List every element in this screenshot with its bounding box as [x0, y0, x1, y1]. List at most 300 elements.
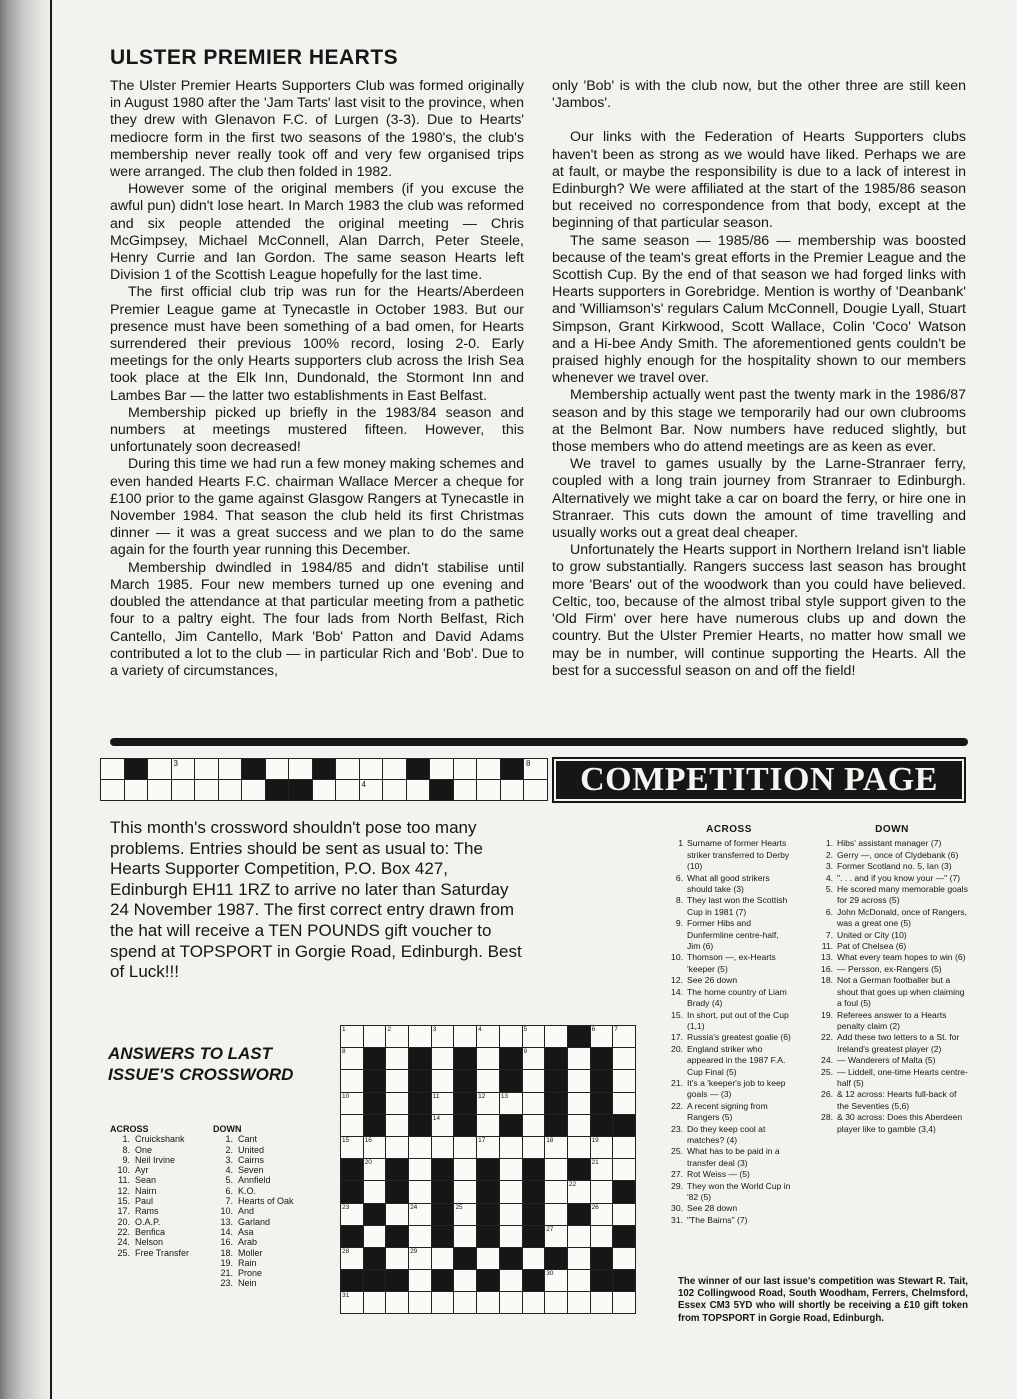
crossword-cell[interactable] — [568, 1226, 591, 1248]
crossword-cell[interactable] — [591, 1137, 614, 1159]
down-clue — [816, 964, 968, 975]
answer-down — [213, 1134, 294, 1144]
crossword-cell[interactable] — [545, 1226, 568, 1248]
cell-number: 16 — [364, 1136, 372, 1144]
answer-down — [213, 1268, 294, 1278]
down-clue-text: United or City (10) — [837, 929, 907, 940]
crossword-cell[interactable] — [613, 1204, 636, 1226]
crossword-cell[interactable] — [432, 1137, 455, 1159]
crossword-cell[interactable] — [545, 1159, 568, 1181]
cell-number: 24 — [410, 1203, 418, 1211]
cell-number: 27 — [546, 1225, 554, 1233]
crossword-block — [477, 1270, 500, 1292]
down-clue-number: 1. — [825, 838, 833, 849]
across-clue-number: 21. — [671, 1077, 683, 1088]
crossword-cell[interactable] — [341, 1204, 364, 1226]
crossword-cell[interactable] — [386, 1026, 409, 1048]
crossword-cell[interactable] — [477, 1248, 500, 1270]
answer-down — [213, 1217, 294, 1227]
cell-number: 26 — [591, 1203, 599, 1211]
strip-cell — [383, 759, 407, 780]
strip-cell — [454, 780, 478, 801]
answer-down — [213, 1155, 294, 1165]
article-paragraph: Unfortunately the Hearts support in Northern Ireland isn't liable to grow substantially. Rangers success last season has brought more 'Bears' out of the woodwork than you could have believed. Celtic, too, because of the almost tribal style support given to the 'Old Firm' over here have numerous clubs up and down the country. But the Ulster Premier Hearts, no matter how small we may be in number, will continue supporting the Hearts. All the best for a successful season on and off the field! — [552, 542, 966, 679]
down-clue — [816, 884, 968, 907]
answer-down — [213, 1237, 294, 1247]
crossword-cell[interactable] — [364, 1026, 387, 1048]
answer-across-text: Rams — [135, 1206, 159, 1217]
article-paragraph: Membership actually went past the twenty mark in the 1986/87 season and by this stage we temporarily had our own clubrooms at the Belmont Bar. Now numbers have reduced slightly, but those members who do attend meetings are as keen as ever. — [552, 387, 966, 456]
strip-cell — [336, 780, 360, 801]
crossword-cell[interactable] — [500, 1226, 523, 1248]
crossword-cell[interactable] — [591, 1204, 614, 1226]
crossword-cell[interactable] — [568, 1137, 591, 1159]
crossword-cell[interactable] — [613, 1248, 636, 1270]
crossword-cell[interactable] — [454, 1226, 477, 1248]
crossword-block — [409, 1115, 432, 1137]
answer-across — [110, 1217, 189, 1227]
crossword-cell[interactable] — [613, 1048, 636, 1070]
crossword-block — [432, 1270, 455, 1292]
crossword-cell[interactable] — [500, 1292, 523, 1314]
down-clue — [816, 1010, 968, 1033]
crossword-cell[interactable] — [500, 1270, 523, 1292]
across-clue — [666, 975, 792, 986]
down-clue-number: 2. — [825, 849, 833, 860]
crossword-block — [454, 1093, 477, 1115]
clues-across-list — [666, 824, 792, 1226]
crossword-cell[interactable] — [409, 1137, 432, 1159]
down-clue-text: Hibs' assistant manager (7) — [837, 838, 942, 849]
strip-block — [313, 759, 337, 780]
cell-number: 10 — [342, 1092, 350, 1100]
across-clue-number: 25. — [671, 1146, 683, 1157]
cell-number: 20 — [364, 1159, 372, 1167]
across-clue-number: 14. — [671, 986, 683, 997]
crossword-block — [409, 1048, 432, 1070]
strip-block — [430, 780, 454, 801]
crossword-block — [523, 1204, 546, 1226]
crossword-block — [477, 1204, 500, 1226]
down-clue-text: Not a German footballer but a shout that goes up when claiming a foul (5) — [837, 975, 965, 1009]
crossword-cell[interactable] — [568, 1093, 591, 1115]
down-clue-text: — Persson, ex-Rangers (5) — [837, 963, 942, 974]
answer-across-text: Neil Irvine — [135, 1154, 176, 1165]
down-clue-number: 19. — [821, 1009, 833, 1020]
answer-down — [213, 1258, 294, 1268]
across-clue-text: A recent signing from Rangers (5) — [687, 1100, 768, 1123]
strip-cell — [219, 759, 243, 780]
crossword-block — [591, 1248, 614, 1270]
strip-cell — [148, 780, 172, 801]
crossword-block — [500, 1048, 523, 1070]
crossword-cell[interactable] — [613, 1093, 636, 1115]
strip-cell — [383, 780, 407, 801]
crossword-cell[interactable] — [477, 1292, 500, 1314]
crossword-cell[interactable] — [454, 1026, 477, 1048]
across-clue — [666, 1215, 792, 1226]
across-clue-text: They last won the Scottish Cup in 1981 (7) — [687, 895, 788, 917]
answer-down-text: And — [238, 1206, 255, 1217]
answer-down-text: Seven — [238, 1165, 264, 1176]
crossword-cell[interactable] — [341, 1070, 364, 1092]
crossword-cell[interactable] — [409, 1292, 432, 1314]
down-clue-text: What every team hopes to win (6) — [837, 952, 966, 963]
crossword-block — [409, 1093, 432, 1115]
crossword-block — [613, 1270, 636, 1292]
answer-across-number: 20. — [117, 1216, 130, 1227]
strip-cell — [360, 780, 384, 801]
crossword-cell[interactable] — [454, 1204, 477, 1226]
crossword-cell[interactable] — [477, 1070, 500, 1092]
crossword-cell[interactable] — [613, 1159, 636, 1181]
crossword-cell[interactable] — [386, 1115, 409, 1137]
crossword-cell[interactable] — [386, 1070, 409, 1092]
down-clue — [816, 838, 968, 849]
down-clue-number: 5. — [825, 884, 833, 895]
crossword-block — [432, 1181, 455, 1203]
across-clue-number: 12. — [671, 975, 683, 986]
down-clue-number: 22. — [821, 1032, 833, 1043]
down-clue-text: Former Scotland no. 5, Ian (3) — [837, 861, 952, 872]
crossword-cell[interactable] — [432, 1026, 455, 1048]
strip-cell — [336, 759, 360, 780]
answer-down-number: 14. — [220, 1226, 233, 1237]
crossword-cell[interactable] — [500, 1137, 523, 1159]
crossword-cell[interactable] — [545, 1270, 568, 1292]
strip-cell — [430, 759, 454, 780]
down-clue-text: John McDonald, once of Rangers, was a great one (5) — [837, 906, 967, 929]
clues-down-list — [816, 824, 968, 1135]
across-clue-number: 15. — [671, 1009, 683, 1020]
crossword-cell[interactable] — [568, 1181, 591, 1203]
article-paragraph: Membership picked up briefly in the 1983/84 season and numbers at meetings mustered fifteen. However, this unfortunately soon decreased! — [110, 404, 524, 456]
cell-number: 22 — [568, 1181, 577, 1189]
cell-number: 1 — [342, 1026, 346, 1033]
crossword-cell[interactable] — [409, 1270, 432, 1292]
strip-number: 4 — [361, 780, 366, 789]
crossword-cell[interactable] — [409, 1226, 432, 1248]
down-clue-number: 11. — [821, 941, 833, 952]
binding-edge — [50, 0, 52, 1399]
answer-down — [213, 1278, 294, 1288]
answer-down — [213, 1165, 294, 1175]
strip-cell — [101, 780, 125, 801]
article-paragraph: The same season — 1985/86 — membership was boosted because of the team's great efforts in the Premier League and the Scottish Cup. By the end of that season we had forged links with Hearts supporters in Gorebridge. Mention is worthy of 'Deanbank' and 'Williamson's' regulars Calum McConnell, Dougie Lyall, Stuart Simpson, Grant Kirkwood, Scott Wallace, Colin 'Coco' Watson and a Hi-bee Andy Smith. The aforementioned gents couldn't be praised highly enough for the hospitality shown to our members whenever we travel over. — [552, 232, 966, 387]
crossword-cell[interactable] — [432, 1292, 455, 1314]
strip-cell — [266, 759, 290, 780]
crossword-cell[interactable] — [477, 1137, 500, 1159]
crossword-block — [341, 1270, 364, 1292]
down-clue-number: 16. — [821, 963, 833, 974]
answer-down-text: Asa — [238, 1226, 254, 1237]
down-clue-text: — Liddell, one-time Hearts centre-half (5) — [837, 1066, 968, 1088]
crossword-block — [341, 1226, 364, 1248]
crossword-cell[interactable] — [500, 1026, 523, 1048]
cell-number: 31 — [342, 1292, 350, 1300]
crossword-cell[interactable] — [591, 1226, 614, 1248]
answer-down-text: Garland — [238, 1216, 271, 1227]
answer-across — [110, 1175, 189, 1185]
answer-down-text: Nein — [238, 1278, 257, 1289]
crossword-cell[interactable] — [386, 1204, 409, 1226]
across-clue — [666, 1078, 792, 1101]
crossword-cell[interactable] — [341, 1248, 364, 1270]
answer-across-number: 9. — [122, 1154, 130, 1165]
crossword-cell[interactable] — [523, 1115, 546, 1137]
answer-across-text: One — [135, 1144, 153, 1155]
across-clue-text: Thomson —, ex-Hearts 'keeper (5) — [687, 952, 776, 974]
crossword-cell[interactable] — [523, 1137, 546, 1159]
crossword-block — [591, 1048, 614, 1070]
crossword-cell[interactable] — [364, 1292, 387, 1314]
cell-number: 12 — [478, 1092, 486, 1100]
crossword-cell[interactable] — [341, 1115, 364, 1137]
crossword-cell[interactable] — [341, 1093, 364, 1115]
crossword-cell[interactable] — [432, 1248, 455, 1270]
down-clue-text: & 30 across: Does this Aberdeen player like to gamble (3,4) — [837, 1112, 963, 1134]
across-clue-text: Russia's greatest goalie (6) — [687, 1032, 791, 1043]
strip-cell — [313, 780, 337, 801]
crossword-cell[interactable] — [568, 1248, 591, 1270]
crossword-cell[interactable] — [591, 1026, 614, 1048]
crossword-cell[interactable] — [409, 1181, 432, 1203]
crossword-block — [591, 1115, 614, 1137]
article-column-right — [552, 78, 966, 680]
crossword-cell[interactable] — [477, 1026, 500, 1048]
down-clue — [816, 861, 968, 872]
crossword-cell[interactable] — [568, 1270, 591, 1292]
crossword-cell[interactable] — [568, 1292, 591, 1314]
crossword-cell[interactable] — [409, 1248, 432, 1270]
binding-shadow — [0, 0, 54, 1399]
crossword-cell[interactable] — [454, 1137, 477, 1159]
crossword-cell[interactable] — [500, 1093, 523, 1115]
answer-down-text: Arab — [238, 1237, 258, 1248]
clues-across-heading: ACROSS — [706, 824, 752, 835]
crossword-cell[interactable] — [591, 1159, 614, 1181]
down-clue — [816, 975, 968, 1009]
answer-down — [213, 1248, 294, 1258]
across-clue — [666, 1101, 792, 1124]
crossword-block — [500, 1248, 523, 1270]
crossword-block — [500, 1115, 523, 1137]
crossword-cell[interactable] — [341, 1048, 364, 1070]
across-clue — [666, 1203, 792, 1214]
answer-across — [110, 1227, 189, 1237]
crossword-cell[interactable] — [386, 1292, 409, 1314]
cell-number: 9 — [523, 1048, 528, 1056]
crossword-cell[interactable] — [432, 1048, 455, 1070]
crossword-cell[interactable] — [409, 1204, 432, 1226]
down-clue — [816, 952, 968, 963]
crossword-block — [477, 1159, 500, 1181]
crossword-cell[interactable] — [364, 1181, 387, 1203]
crossword-cell[interactable] — [364, 1226, 387, 1248]
answers-across-heading: ACROSS — [110, 1124, 149, 1134]
crossword-block — [523, 1159, 546, 1181]
strip-number: 1 — [126, 759, 131, 768]
crossword-cell[interactable] — [364, 1137, 387, 1159]
crossword-cell[interactable] — [523, 1292, 546, 1314]
clues-down-heading: DOWN — [875, 824, 909, 835]
crossword-block — [386, 1270, 409, 1292]
crossword-cell[interactable] — [477, 1115, 500, 1137]
answer-across — [110, 1196, 189, 1206]
crossword-cell[interactable] — [613, 1026, 636, 1048]
crossword-cell[interactable] — [613, 1292, 636, 1314]
crossword-cell[interactable] — [386, 1048, 409, 1070]
crossword-cell[interactable] — [341, 1026, 364, 1048]
strip-block — [407, 759, 431, 780]
crossword-cell[interactable] — [500, 1204, 523, 1226]
crossword-cell[interactable] — [591, 1181, 614, 1203]
strip-block — [501, 759, 525, 780]
across-clue-text: What has to be paid in a transfer deal (3) — [687, 1146, 780, 1168]
crossword-block — [386, 1226, 409, 1248]
down-clue-number: 3. — [825, 861, 833, 872]
answer-across-number: 1. — [122, 1134, 130, 1145]
across-clue-text: Rot Weiss — (5) — [687, 1169, 750, 1180]
crossword-cell[interactable] — [454, 1159, 477, 1181]
crossword-block — [454, 1115, 477, 1137]
across-clue-text: In short, put out of the Cup (1,1) — [687, 1009, 789, 1031]
crossword-block — [454, 1048, 477, 1070]
across-clue — [666, 838, 792, 872]
crossword-block — [568, 1159, 591, 1181]
crossword-cell[interactable] — [523, 1026, 546, 1048]
crossword-cell[interactable] — [341, 1292, 364, 1314]
down-clue-text: — Wanderers of Malta (5) — [837, 1055, 936, 1066]
crossword-cell[interactable] — [364, 1159, 387, 1181]
across-clue-number: 9. — [675, 918, 683, 929]
across-clue-number: 1 — [678, 838, 683, 849]
crossword-cell[interactable] — [477, 1093, 500, 1115]
crossword-cell[interactable] — [386, 1137, 409, 1159]
section-divider — [110, 738, 968, 746]
crossword-cell[interactable] — [523, 1070, 546, 1092]
across-clue-number: 23. — [671, 1123, 683, 1134]
across-clue-text: The home country of Liam Brady (4) — [687, 986, 787, 1009]
crossword-block — [409, 1070, 432, 1092]
down-clue — [816, 930, 968, 941]
crossword-cell[interactable] — [454, 1270, 477, 1292]
crossword-cell[interactable] — [545, 1204, 568, 1226]
crossword-block — [364, 1204, 387, 1226]
down-clue — [816, 1067, 968, 1090]
crossword-cell[interactable] — [545, 1026, 568, 1048]
crossword-block — [613, 1226, 636, 1248]
cell-number: 7 — [614, 1026, 618, 1033]
crossword-cell[interactable] — [591, 1292, 614, 1314]
crossword-block — [523, 1270, 546, 1292]
crossword-cell[interactable] — [523, 1048, 546, 1070]
answers-heading: ANSWERS TO LAST ISSUE'S CROSSWORD — [108, 1044, 294, 1084]
crossword-block — [568, 1026, 591, 1048]
crossword-cell[interactable] — [477, 1048, 500, 1070]
answer-across-number: 8. — [122, 1144, 130, 1155]
article-headline: ULSTER PREMIER HEARTS — [110, 46, 399, 69]
across-clue — [666, 1181, 792, 1204]
crossword-block — [364, 1270, 387, 1292]
answers-down-list — [213, 1124, 294, 1289]
answer-down-number: 21. — [220, 1268, 233, 1279]
strip-cell — [195, 759, 219, 780]
down-clue-text: He scored many memorable goals for 29 across (5) — [837, 884, 968, 906]
across-clue-text: "The Bairns" (7) — [687, 1214, 748, 1225]
crossword-cell[interactable] — [500, 1181, 523, 1203]
cell-number: 3 — [432, 1026, 437, 1033]
crossword-block — [545, 1093, 568, 1115]
answer-down-number: 2. — [225, 1144, 233, 1155]
crossword-cell[interactable] — [432, 1115, 455, 1137]
strip-cell — [101, 759, 125, 780]
crossword-cell[interactable] — [409, 1159, 432, 1181]
answer-down-text: United — [238, 1144, 265, 1155]
crossword-cell[interactable] — [545, 1292, 568, 1314]
answer-down — [213, 1196, 294, 1206]
crossword-cell[interactable] — [523, 1248, 546, 1270]
article-paragraph: Our links with the Federation of Hearts Supporters clubs haven't been as strong as we would have liked. Perhaps we are at fault, or maybe the responsibility is due to a lack of interest in Edinburgh? We were affiliated at the start of the 1985/86 season but received no correspondence from that body, except at the beginning of that particular season. — [552, 129, 966, 232]
crossword-cell[interactable] — [568, 1115, 591, 1137]
answer-down — [213, 1206, 294, 1216]
down-clue — [816, 1089, 968, 1112]
crossword-cell[interactable] — [613, 1137, 636, 1159]
answer-across-number: 25. — [117, 1247, 130, 1258]
crossword-cell[interactable] — [545, 1181, 568, 1203]
strip-cell — [242, 780, 266, 801]
crossword-cell[interactable] — [341, 1137, 364, 1159]
across-clue — [666, 1124, 792, 1147]
down-clue-text: Referees answer to a Hearts penalty claim (2) — [837, 1009, 947, 1031]
crossword-cell[interactable] — [432, 1070, 455, 1092]
article-paragraph: only 'Bob' is with the club now, but the other three are still keen 'Jambos'. — [552, 78, 966, 112]
crossword-block — [454, 1070, 477, 1092]
crossword-block — [364, 1048, 387, 1070]
crossword-block — [545, 1248, 568, 1270]
answer-down-text: K.O. — [238, 1185, 257, 1196]
crossword-cell[interactable] — [386, 1248, 409, 1270]
answer-down-number: 18. — [220, 1247, 233, 1258]
crossword-block — [432, 1226, 455, 1248]
crossword-cell[interactable] — [409, 1026, 432, 1048]
answer-down-number: 3. — [225, 1154, 233, 1165]
strip-block — [266, 780, 290, 801]
crossword-cell[interactable] — [454, 1181, 477, 1203]
cell-number: 4 — [478, 1026, 482, 1033]
crossword-cell[interactable] — [545, 1137, 568, 1159]
crossword-cell[interactable] — [613, 1070, 636, 1092]
crossword-cell[interactable] — [500, 1159, 523, 1181]
crossword-cell[interactable] — [568, 1048, 591, 1070]
cell-number: 6 — [591, 1026, 596, 1033]
across-clue-text: England striker who appeared in the 1987 F.A. Cup Final (5) — [687, 1043, 786, 1077]
answer-across — [110, 1206, 189, 1216]
answer-across-text: Sean — [135, 1175, 157, 1186]
crossword-cell[interactable] — [386, 1093, 409, 1115]
crossword-cell[interactable] — [568, 1070, 591, 1092]
crossword-block — [591, 1093, 614, 1115]
cell-number: 29 — [410, 1247, 418, 1255]
down-clue-number: 28. — [821, 1112, 833, 1123]
crossword-cell[interactable] — [454, 1292, 477, 1314]
crossword-cell[interactable] — [523, 1093, 546, 1115]
strip-number: 3 — [173, 759, 178, 768]
across-clue-text: Do they keep cool at matches? (4) — [687, 1123, 766, 1145]
down-clue-number: 25. — [821, 1066, 833, 1077]
crossword-cell[interactable] — [432, 1093, 455, 1115]
cell-number: 30 — [546, 1270, 554, 1278]
